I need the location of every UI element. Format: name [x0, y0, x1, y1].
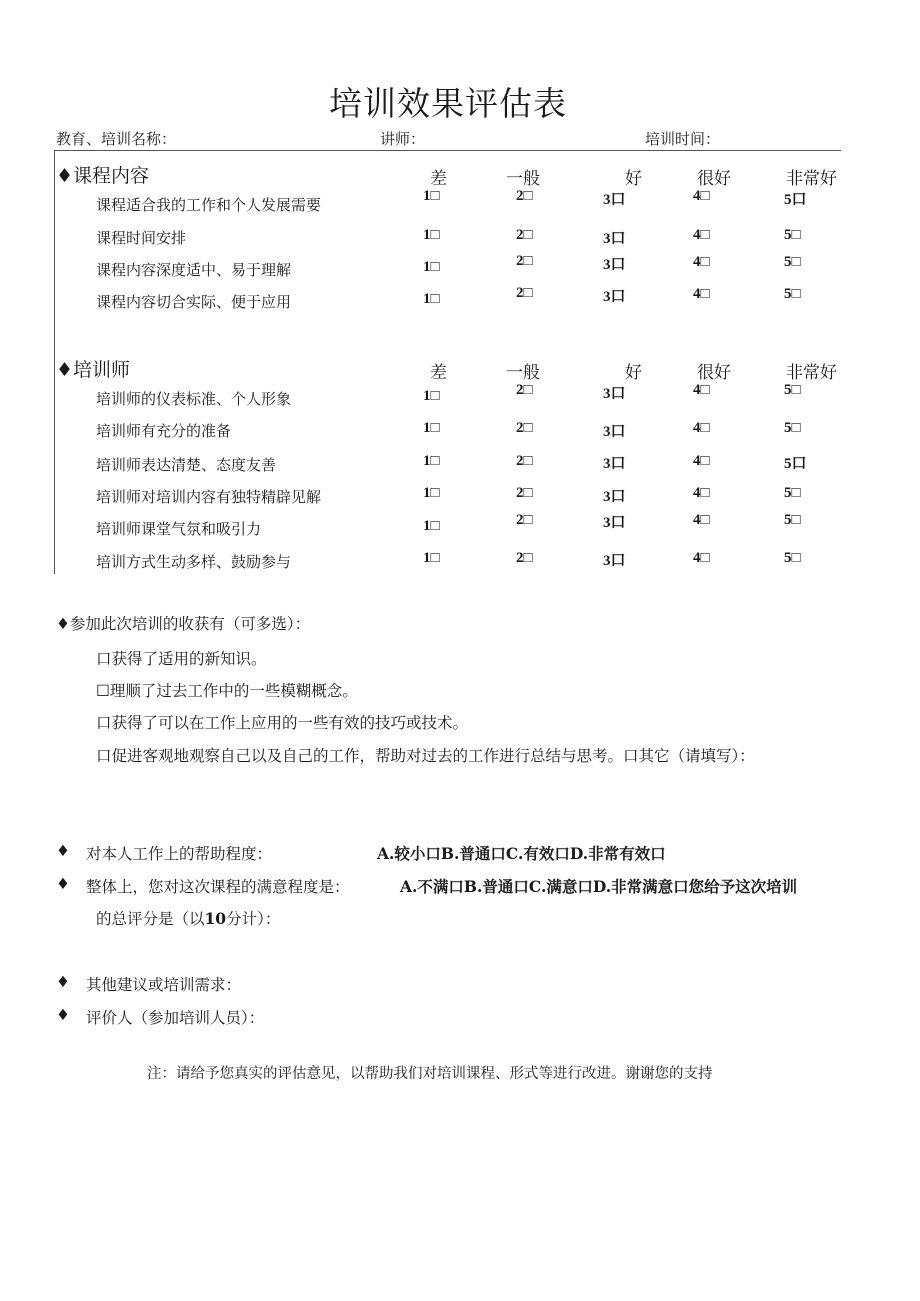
score-checkbox[interactable]: 1□	[423, 420, 440, 436]
score-checkbox[interactable]: 2□	[516, 285, 533, 301]
score-checkbox[interactable]: 1□	[423, 227, 440, 243]
score-checkbox[interactable]: 1□	[423, 453, 440, 469]
gains-option[interactable]: 口获得了适用的新知识。	[96, 650, 267, 668]
course-name-label: 教育、培训名称：	[56, 130, 177, 148]
score-checkbox[interactable]: 5□	[784, 512, 801, 528]
total-score-line	[96, 907, 280, 929]
total-score-scale: 10	[204, 909, 227, 928]
bullet-icon: ♦	[56, 875, 70, 893]
score-checkbox[interactable]: 4□	[693, 188, 710, 204]
score-checkbox[interactable]: 3口	[603, 289, 626, 305]
score-checkbox[interactable]: 4□	[693, 227, 710, 243]
scale-label-good: 好	[625, 363, 642, 383]
satisfaction-options[interactable]: A.不满口B.普通口C.满意口D.非常满意口您给予这次培训	[400, 877, 798, 896]
left-border-line	[54, 150, 55, 574]
score-checkbox[interactable]: 3口	[603, 257, 626, 273]
trainer-item-label: 培训师表达清楚、态度友善	[96, 456, 277, 474]
score-checkbox[interactable]: 4□	[693, 254, 710, 270]
trainer-item-label: 培训师有充分的准备	[96, 422, 232, 440]
total-score-suffix: 分计）：	[226, 910, 281, 928]
score-checkbox[interactable]: 5口	[784, 456, 807, 472]
score-checkbox[interactable]: 5□	[784, 420, 801, 436]
gains-option[interactable]: ☐理顺了过去工作中的一些模糊概念。	[96, 682, 358, 700]
score-checkbox[interactable]: 5□	[784, 254, 801, 270]
score-checkbox[interactable]: 4□	[693, 550, 710, 566]
score-checkbox[interactable]: 3口	[603, 456, 626, 472]
score-checkbox[interactable]: 3口	[603, 386, 626, 402]
score-checkbox[interactable]: 3口	[603, 424, 626, 440]
course-item-label: 课程时间安排	[96, 229, 187, 247]
bullet-icon: ♦	[56, 842, 70, 860]
training-time-label: 培训时间：	[645, 130, 721, 148]
score-checkbox[interactable]: 4□	[693, 382, 710, 398]
score-checkbox[interactable]: 1□	[423, 518, 440, 534]
score-checkbox[interactable]: 5□	[784, 286, 801, 302]
total-score-prefix: 的总评分是（以	[96, 910, 205, 928]
bullet-icon: ♦	[56, 973, 70, 991]
scale-label-fair: 一般	[506, 363, 540, 383]
header-underline	[55, 150, 841, 151]
score-checkbox[interactable]: 2□	[516, 188, 533, 204]
score-checkbox[interactable]: 1□	[423, 550, 440, 566]
section-trainer-heading: ♦培训师	[56, 359, 131, 381]
score-checkbox[interactable]: 1□	[423, 291, 440, 307]
score-checkbox[interactable]: 2□	[516, 382, 533, 398]
scale-label-excellent: 非常好	[786, 363, 837, 383]
help-degree-options[interactable]: A.较小口B.普通口C.有效口D.非常有效口	[377, 844, 666, 863]
score-checkbox[interactable]: 1□	[423, 188, 440, 204]
score-checkbox[interactable]: 5□	[784, 550, 801, 566]
score-checkbox[interactable]: 2□	[516, 485, 533, 501]
score-checkbox[interactable]: 3口	[603, 192, 626, 208]
gains-option[interactable]: 口促进客观地观察自己以及自己的工作，帮助对过去的工作进行总结与思考。口其它（请填写）：	[96, 747, 755, 765]
section-course-heading: ♦课程内容	[56, 165, 150, 187]
score-checkbox[interactable]: 1□	[423, 485, 440, 501]
score-checkbox[interactable]: 2□	[516, 453, 533, 469]
trainer-label: 讲师：	[380, 130, 426, 148]
score-checkbox[interactable]: 5口	[784, 192, 807, 208]
score-checkbox[interactable]: 4□	[693, 453, 710, 469]
score-checkbox[interactable]: 4□	[693, 512, 710, 528]
page-title: 培训效果评估表	[329, 84, 567, 123]
score-checkbox[interactable]: 3口	[603, 553, 626, 569]
course-item-label: 课程内容切合实际、便于应用	[96, 293, 292, 311]
help-degree-label: 对本人工作上的帮助程度：	[86, 845, 273, 863]
gains-heading: ♦参加此次培训的收获有（可多选）：	[56, 615, 311, 633]
trainer-item-label: 培训方式生动多样、鼓励参与	[96, 553, 292, 571]
score-checkbox[interactable]: 1□	[423, 259, 440, 275]
scale-label-poor: 差	[430, 363, 447, 383]
suggestions-label: 其他建议或培训需求：	[86, 976, 242, 994]
score-checkbox[interactable]: 5□	[784, 485, 801, 501]
scale-label-excellent: 非常好	[786, 169, 837, 189]
score-checkbox[interactable]: 2□	[516, 512, 533, 528]
course-item-label: 课程适合我的工作和个人发展需要	[96, 196, 322, 214]
trainer-item-label: 培训师的仪表标准、个人形象	[96, 390, 292, 408]
scale-label-very-good: 很好	[697, 169, 731, 189]
course-item-label: 课程内容深度适中、易于理解	[96, 261, 292, 279]
footer-note: 注：请给予您真实的评估意见，以帮助我们对培训课程、形式等进行改进。谢谢您的支持	[147, 1066, 713, 1082]
score-checkbox[interactable]: 3口	[603, 515, 626, 531]
scale-label-very-good: 很好	[697, 363, 731, 383]
trainer-item-label: 培训师课堂气氛和吸引力	[96, 520, 262, 538]
score-checkbox[interactable]: 4□	[693, 286, 710, 302]
score-checkbox[interactable]: 4□	[693, 420, 710, 436]
satisfaction-label: 整体上，您对这次课程的满意程度是：	[86, 878, 350, 896]
score-checkbox[interactable]: 1□	[423, 388, 440, 404]
scale-label-good: 好	[625, 169, 642, 189]
score-checkbox[interactable]: 4□	[693, 485, 710, 501]
score-checkbox[interactable]: 2□	[516, 227, 533, 243]
scale-label-poor: 差	[430, 169, 447, 189]
score-checkbox[interactable]: 5□	[784, 382, 801, 398]
score-checkbox[interactable]: 3口	[603, 231, 626, 247]
scale-label-fair: 一般	[506, 169, 540, 189]
score-checkbox[interactable]: 5□	[784, 227, 801, 243]
evaluator-label: 评价人（参加培训人员）：	[86, 1009, 265, 1027]
score-checkbox[interactable]: 3口	[603, 489, 626, 505]
bullet-icon: ♦	[56, 1006, 70, 1024]
score-checkbox[interactable]: 2□	[516, 550, 533, 566]
score-checkbox[interactable]: 2□	[516, 420, 533, 436]
gains-option[interactable]: 口获得了可以在工作上应用的一些有效的技巧或技术。	[96, 714, 469, 732]
trainer-item-label: 培训师对培训内容有独特精辟见解	[96, 488, 322, 506]
score-checkbox[interactable]: 2□	[516, 253, 533, 269]
